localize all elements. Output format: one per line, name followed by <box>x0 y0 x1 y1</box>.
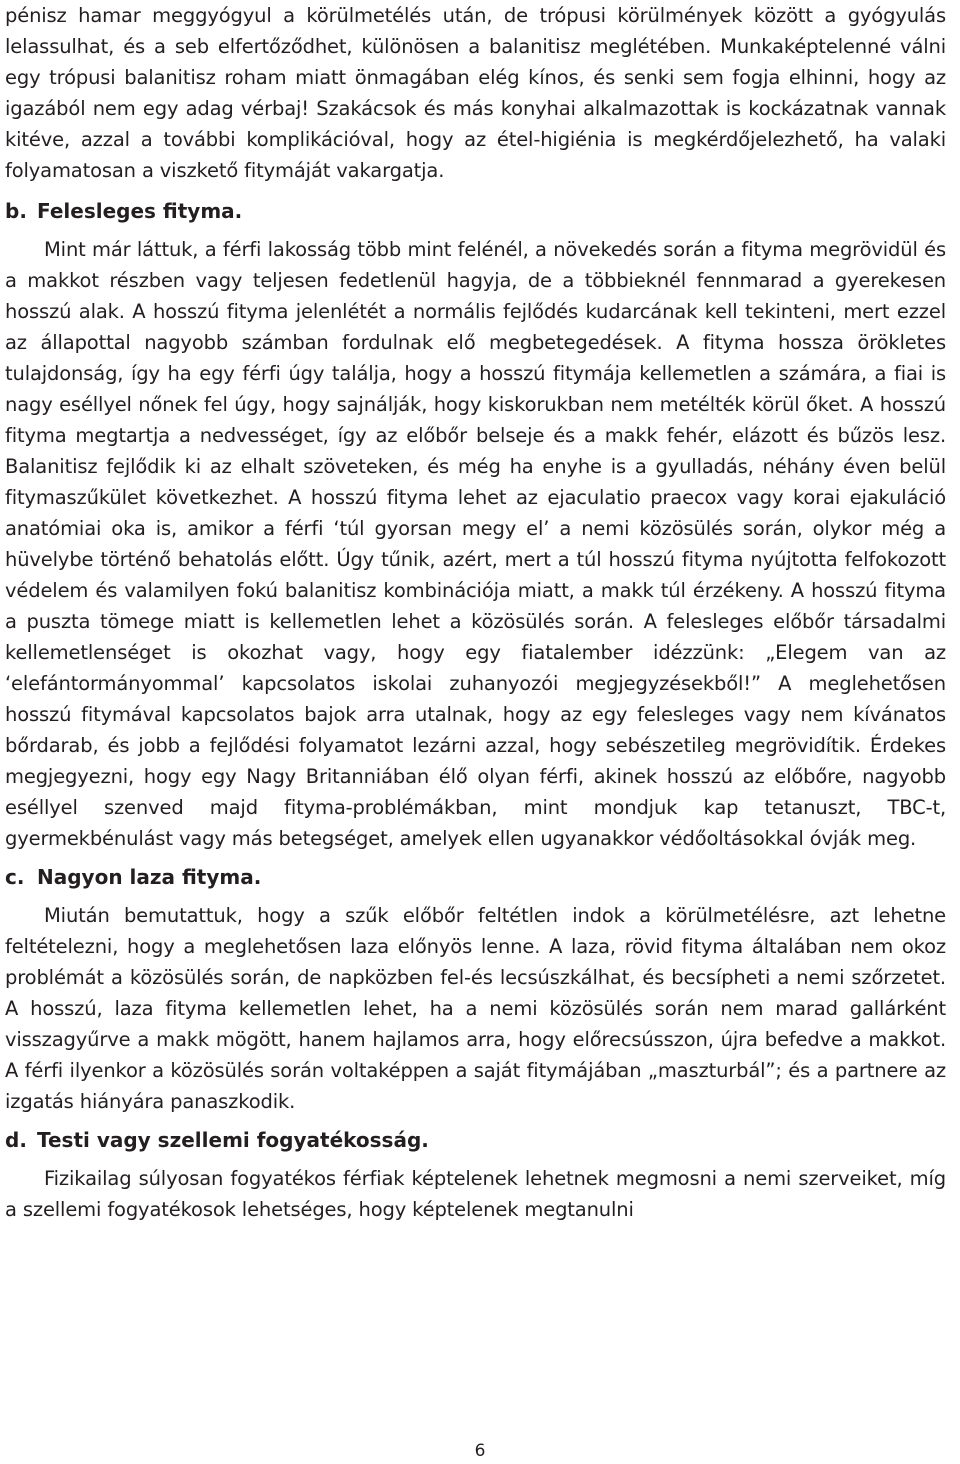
section-d-heading <box>5 1125 946 1155</box>
section-b-letter: b. <box>5 199 27 223</box>
section-d-title: Testi vagy szellemi fogyatékosság. <box>37 1128 429 1152</box>
page-number: 6 <box>474 1441 486 1461</box>
section-b-title: Felesleges fityma. <box>37 199 243 223</box>
section-c-heading <box>5 862 946 892</box>
section-d-body: Fizikailag súlyosan fogyatékos férfiak képtelenek lehetnek megmosni a nemi szerveiket, míg a szellemi fogyatékosok lehetséges, hogy képtelenek megtanulni <box>5 1167 946 1221</box>
section-c-letter: c. <box>5 865 25 889</box>
intro-paragraph: pénisz hamar meggyógyul a körülmetélés után, de trópusi körülmények között a gyógyulás lelassulhat, és a seb elfertőződhet, különösen a balanitisz meglétében. Munkaképtelenné válni egy trópusi balanitisz roham miatt önmagában elég kínos, és senki sem fogja elhinni, hogy az igazából nem egy adag vérbaj! Szakácsok és más konyhai alkalmazottak is kockázatnak vannak kitéve, azzal a további komplikációval, hogy az étel-higiénia is megkérdőjelezhető, ha valaki folyamatosan a viszkető fitymáját vakargatja. <box>5 4 946 182</box>
section-c-title: Nagyon laza fityma. <box>37 865 262 889</box>
section-d-letter: d. <box>5 1128 27 1152</box>
section-c-body: Miután bemutattuk, hogy a szűk előbőr feltétlen indok a körülmetélésre, azt lehetne feltételezni, hogy a meglehetősen laza előnyös lenne. A laza, rövid fityma általában nem okoz problémát a közösülés során, de napközben fel-és lecsúszkálhat, és becsípheti a nemi szőrzetet. A hosszú, laza fityma kellemetlen lehet, ha a nemi közösülés során nem marad gallárként visszagyűrve a makk mögött, hanem hajlamos arra, hogy előrecsússzon, újra befedve a makkot. A férfi ilyenkor a közösülés során voltaképpen a saját fitymájában „maszturbál”; és a partnere az izgatás hiányára panaszkodik. <box>5 904 946 1113</box>
section-b-heading <box>5 196 946 226</box>
section-b-body: Mint már láttuk, a férfi lakosság több mint felénél, a növekedés során a fityma megrövidül és a makkot részben vagy teljesen fedetlenül hagyja, de a többieknél fennmarad a gyerekesen hosszú alak. A hosszú fityma jelenlétét a normális fejlődés kudarcának kell tekinteni, mert ezzel az állapottal nagyobb számban fordulnak elő megbetegedések. A fityma hossza örökletes tulajdonság, így ha egy férfi úgy találja, hogy a hosszú fitymája kellemetlen a számára, a fiai is nagy eséllyel nőnek fel úgy, hogy sajnálják, hogy kiskorukban nem metélték körül őket. A hosszú fityma megtartja a nedvességet, így az előbőr belseje és a makk fehér, elázott és bűzös lesz. Balanitisz fejlődik ki az elhalt szöveteken, és még ha enyhe is a gyulladás, néhány éven belül fitymaszűkület következhet. A hosszú fityma lehet az ejaculatio praecox vagy korai ejakuláció anatómiai oka is, amikor a férfi ‘túl gyorsan megy el’ a nemi közösülés során, olykor még a hüvelybe történő behatolás előtt. Úgy tűnik, azért, mert a túl hosszú fityma nyújtotta felfokozott védelem és valamilyen fokú balanitisz kombinációja miatt, a makk túl érzékeny. A hosszú fityma a puszta tömege miatt is kellemetlen lehet a közösülés során. A felesleges előbőr társadalmi kellemetlenséget is okozhat vagy, hogy egy fiatalember idézzünk: „Elegem van az ‘elefántormányommal’ kapcsolatos iskolai zuhanyozói megjegyzésekből!” A meglehetősen hosszú fitymával kapcsolatos bajok arra utalnak, hogy az egy felesleges vagy nem kívánatos bőrdarab, és jobb a fejlődési folyamatot lezárni azzal, hogy sebészetileg megrövidítik. Érdekes megjegyezni, hogy egy Nagy Britanniában élő olyan férfi, akinek hosszú az előbőre, nagyobb eséllyel szenved majd fityma-problémákban, mint mondjuk kap tetanuszt, TBC-t, gyermekbénulást vagy más betegséget, amelyek ellen ugyanakkor védőoltásokkal óvják meg. <box>5 238 946 850</box>
